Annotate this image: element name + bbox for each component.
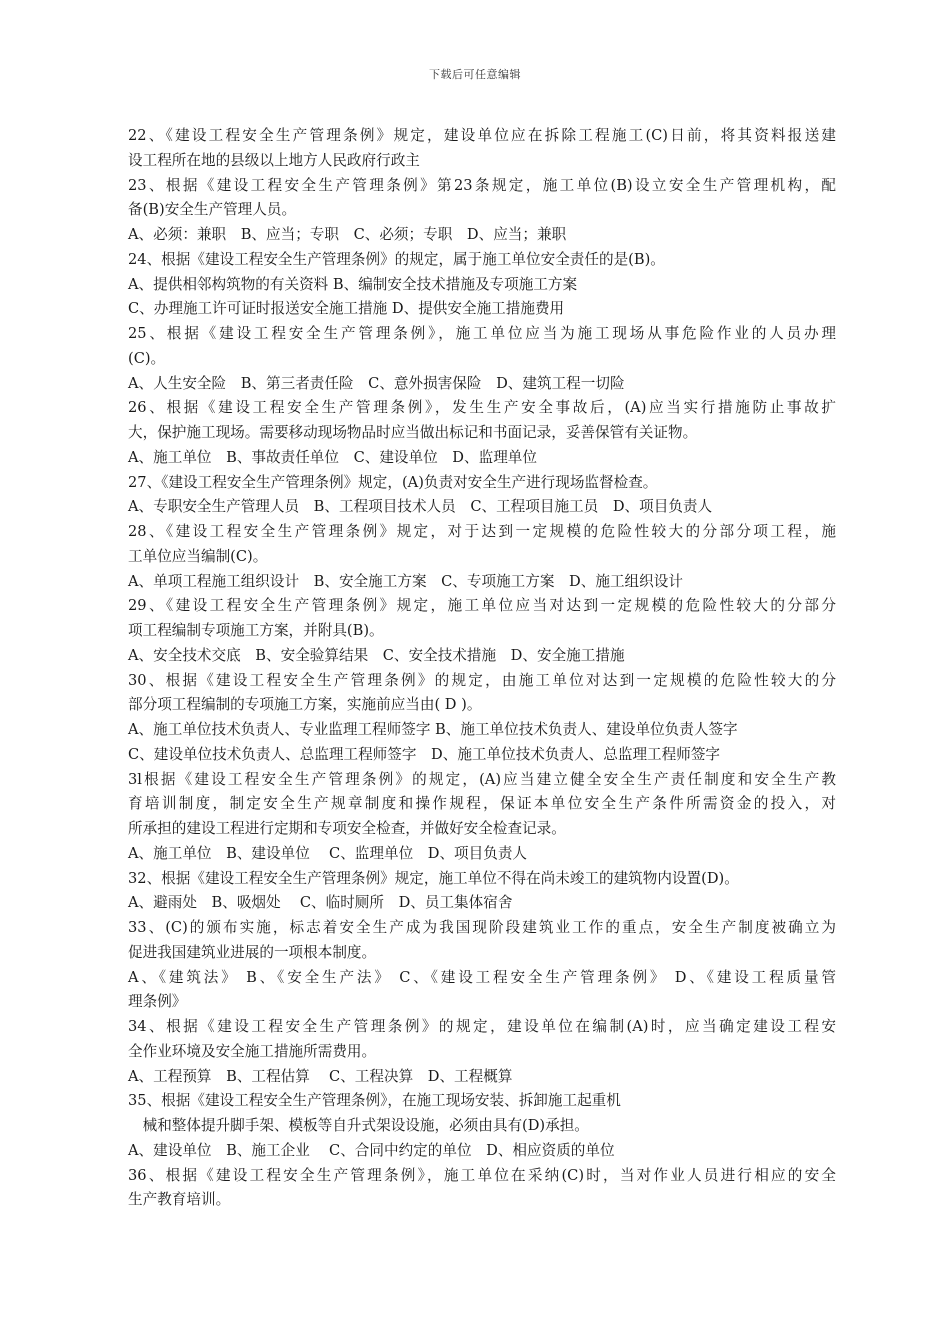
- document-body: [128, 124, 836, 1213]
- text-line: A、必须：兼职 B、应当；专职 C、必须；专职 D、应当；兼职: [128, 226, 567, 243]
- page-header: 下载后可任意编辑: [429, 68, 521, 81]
- text-line: 22、《建设工程安全生产管理条例》规定，建设单位应在拆除工程施工(C)日前，将其资料报送建: [128, 127, 836, 144]
- text-line: 3l根据《建设工程安全生产管理条例》的规定，(A)应当建立健全安全生产责任制度和安全生产教: [128, 770, 836, 788]
- text-line: 23、根据《建设工程安全生产管理条例》第23条规定，施工单位(B)设立安全生产管理机构，配: [128, 176, 836, 194]
- text-line: 32、根据《建设工程安全生产管理条例》规定，施工单位不得在尚未竣工的建筑物内设置(D)。: [128, 869, 739, 887]
- text-line: A、《建筑法》 B、《安全生产法》 C、《建设工程安全生产管理条例》 D、《建设工程质量管: [128, 968, 836, 986]
- text-line: 项工程编制专项施工方案，并附具(B)。: [128, 622, 384, 639]
- text-line: A、施工单位 B、建设单位 C、监理单位 D、项目负责人: [128, 844, 528, 862]
- text-line: C、建设单位技术负责人、总监理工程师签字 D、施工单位技术负责人、总监理工程师签字: [128, 745, 721, 763]
- text-line: 生产教育培训。: [128, 1191, 231, 1209]
- text-line: 工单位应当编制(C)。: [128, 547, 268, 565]
- text-line: 械和整体提升脚手架、模板等自升式架设设施，必须由具有(D)承担。: [128, 1117, 589, 1134]
- text-line: 36、根据《建设工程安全生产管理条例》，施工单位在采纳(C)时，当对作业人员进行相应的安全: [128, 1166, 836, 1184]
- text-line: 25、根据《建设工程安全生产管理条例》，施工单位应当为施工现场从事危险作业的人员办理: [128, 325, 836, 342]
- text-line: 育培训制度，制定安全生产规章制度和操作规程，保证本单位安全生产条件所需资金的投入，对: [128, 795, 836, 813]
- text-line: 27、《建设工程安全生产管理条例》规定，(A)负责对安全生产进行现场监督检查。: [128, 473, 658, 491]
- text-line: A、专职安全生产管理人员 B、工程项目技术人员 C、工程项目施工员 D、项目负责人: [128, 498, 713, 516]
- text-line: A、工程预算 B、工程估算 C、工程决算 D、工程概算: [128, 1067, 513, 1085]
- text-line: 大，保护施工现场。需要移动现场物品时应当做出标记和书面记录，妥善保管有关证物。: [128, 424, 698, 441]
- text-line: 所承担的建设工程进行定期和专项安全检查，并做好安全检查记录。: [128, 820, 566, 837]
- text-line: 24、根据《建设工程安全生产管理条例》的规定，属于施工单位安全责任的是(B)。: [128, 250, 665, 268]
- text-line: 30、根据《建设工程安全生产管理条例》的规定，由施工单位对达到一定规模的危险性较大的分: [128, 671, 836, 689]
- text-line: A、避雨处 B、吸烟处 C、临时厕所 D、员工集体宿舍: [128, 894, 513, 912]
- text-line: A、施工单位 B、事故责任单位 C、建设单位 D、监理单位: [128, 448, 537, 466]
- text-line: C、办理施工许可证时报送安全施工措施 D、提供安全施工措施费用: [128, 300, 565, 318]
- text-line: 促进我国建筑业进展的一项根本制度。: [128, 943, 377, 961]
- text-line: 26、根据《建设工程安全生产管理条例》，发生生产安全事故后，(A)应当实行措施防止事故扩: [128, 399, 836, 417]
- text-line: A、建设单位 B、施工企业 C、合同中约定的单位 D、相应资质的单位: [128, 1141, 615, 1159]
- text-line: 设工程所在地的县级以上地方人民政府行政主: [128, 151, 420, 169]
- text-line: A、人生安全险 B、第三者责任险 C、意外损害保险 D、建筑工程一切险: [128, 374, 625, 392]
- text-line: A、施工单位技术负责人、专业监理工程师签字 B、施工单位技术负责人、建设单位负责人签字: [128, 721, 738, 738]
- text-line: 28、《建设工程安全生产管理条例》规定，对于达到一定规模的危险性较大的分部分项工程，施: [128, 523, 836, 540]
- text-line: 部分项工程编制的专项施工方案，实施前应当由( D )。: [128, 696, 482, 714]
- text-line: 29、《建设工程安全生产管理条例》规定，施工单位应当对达到一定规模的危险性较大的分部分: [128, 597, 836, 615]
- text-line: A、提供相邻构筑物的有关资料 B、编制安全技术措施及专项施工方案: [128, 275, 578, 293]
- text-line: 全作业环境及安全施工措施所需费用。: [128, 1042, 377, 1060]
- text-line: 备(B)安全生产管理人员。: [128, 201, 297, 219]
- text-line: 理条例》: [128, 993, 187, 1011]
- text-line: (C)。: [128, 349, 166, 367]
- text-line: 33、(C)的颁布实施，标志着安全生产成为我国现阶段建筑业工作的重点，安全生产制度被确立为: [128, 919, 836, 936]
- text-line: A、单项工程施工组织设计 B、安全施工方案 C、专项施工方案 D、施工组织设计: [128, 572, 683, 590]
- text-line: 34、根据《建设工程安全生产管理条例》的规定，建设单位在编制(A)时，应当确定建设工程安: [128, 1018, 836, 1035]
- text-line: A、安全技术交底 B、安全验算结果 C、安全技术措施 D、安全施工措施: [128, 646, 625, 664]
- text-line: 35、根据《建设工程安全生产管理条例》，在施工现场安装、拆卸施工起重机: [128, 1092, 621, 1110]
